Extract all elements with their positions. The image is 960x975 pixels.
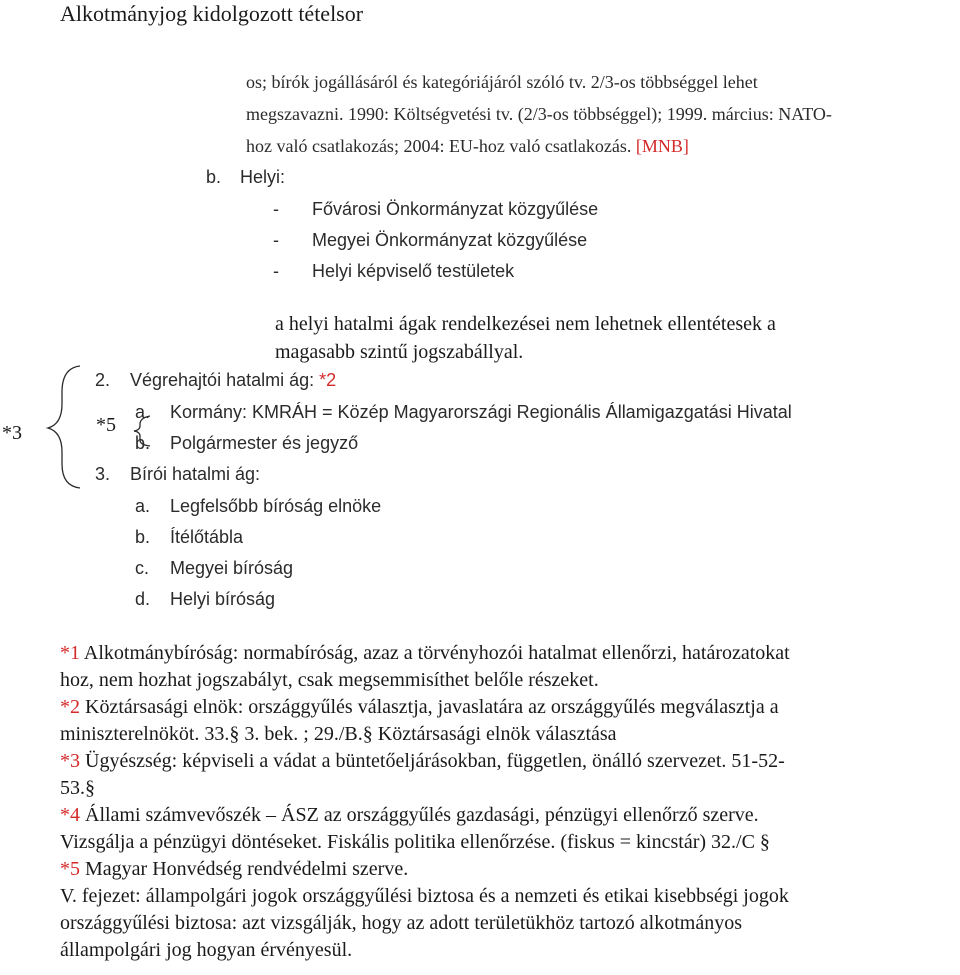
chapter-v-line-3: állampolgári jog hogyan érvényesül.	[60, 939, 353, 961]
footnote-4-line-1	[60, 802, 759, 828]
footnote-2-part-c: Köztársasági elnök választása	[372, 723, 617, 745]
vegrehajto-ref: *2	[319, 370, 337, 390]
list-dash: -	[273, 199, 279, 219]
footnote-3-line-1	[60, 748, 785, 774]
section-sign: §	[362, 723, 373, 745]
footnote-5-text: Magyar Honvédség rendvédelmi szerve.	[80, 858, 409, 880]
section-sign: §	[229, 723, 240, 745]
list-item: Helyi bíróság	[170, 589, 276, 609]
section-sign: §	[759, 831, 770, 853]
footnote-2-text: Köztársasági elnök: országgyűlés választja, javaslatára az országgyűlés megválasztja a	[80, 696, 779, 718]
footnote-1-line-2: hoz, nem hozhat jogszabályt, csak megsemmisíthet belőle részeket.	[60, 669, 599, 691]
continuation-line-2: megszavazni. 1990: Költségvetési tv. (2/3-os többséggel); 1999. március: NATO-	[246, 104, 832, 124]
outer-brace	[48, 366, 80, 488]
footnote-1-ref: *1	[60, 642, 80, 664]
list-item: Megyei bíróság	[170, 558, 294, 578]
footnote-3-text: Ügyészség: képviseli a vádat a büntetőeljárásokban, független, önálló szervezet. 51-52-	[80, 750, 785, 772]
list-item: Legfelsőbb bíróság elnöke	[170, 496, 382, 516]
footnote-2-line-2	[60, 721, 617, 747]
list-letter: a.	[135, 402, 151, 422]
note-line-1: a helyi hatalmi ágak rendelkezései nem lehetnek ellentétesek a	[275, 313, 776, 335]
footnote-2-part-b: 3. bek. ; 29./B.	[239, 723, 363, 745]
list-item: Helyi képviselő testületek	[312, 261, 515, 281]
list-letter: b.	[135, 433, 151, 453]
footnote-5-line-1	[60, 856, 408, 882]
page-title: Alkotmányjog kidolgozott tételsor	[60, 1, 364, 26]
footnote-3-ref: *3	[60, 750, 80, 772]
biroi-label: Bírói hatalmi ág:	[130, 464, 261, 484]
helyi-letter: b.	[206, 167, 222, 187]
footnote-4-text-2: Vizsgálja a pénzügyi döntéseket. Fiskális politika ellenőrzése. (fiskus = kincstár) 32./C	[60, 831, 755, 853]
continuation-line-1: os; bírók jogállásáról és kategóriájáról szóló tv. 2/3-os többséggel lehet	[246, 72, 758, 92]
vegrehajto-heading	[130, 370, 336, 391]
list-item: Megyei Önkormányzat közgyűlése	[312, 230, 588, 250]
footnote-2-ref: *2	[60, 696, 80, 718]
list-dash: -	[273, 230, 279, 250]
list-item: Ítélőtábla	[170, 527, 244, 547]
footnote-3-line-2	[60, 775, 95, 801]
list-item: Fővárosi Önkormányzat közgyűlése	[312, 199, 599, 219]
mnb-reference: [MNB]	[635, 136, 689, 156]
chapter-v-line-2: országgyűlési biztosa: azt vizsgálják, hogy az adott területükhöz tartozó alkotmányos	[60, 912, 743, 934]
helyi-label: Helyi:	[240, 167, 286, 187]
inner-bracket-ref: *5	[96, 414, 116, 436]
continuation-text: hoz való csatlakozás; 2004: EU-hoz való csatlakozás.	[246, 136, 636, 156]
list-letter: c.	[135, 558, 150, 578]
note-line-2: magasabb szintű jogszabállyal.	[275, 341, 524, 363]
footnote-4-ref: *4	[60, 804, 80, 826]
footnote-3-text-2: 53.	[60, 777, 85, 799]
footnote-1-line-1	[60, 640, 790, 666]
footnote-5-ref: *5	[60, 858, 80, 880]
list-letter: d.	[135, 589, 151, 609]
list-letter: b.	[135, 527, 151, 547]
footnote-4-line-2	[60, 829, 770, 855]
section-sign: §	[85, 777, 95, 799]
outer-bracket-ref: *3	[2, 422, 22, 444]
list-item: Kormány: KMRÁH = Közép Magyarországi Regionális Államigazgatási Hivatal	[170, 402, 792, 422]
list-item: Polgármester és jegyző	[170, 433, 359, 453]
vegrehajto-label: Végrehajtói hatalmi ág:	[130, 370, 320, 390]
list-dash: -	[273, 261, 279, 281]
footnote-4-text: Állami számvevőszék – ÁSZ az országgyűlés gazdasági, pénzügyi ellenőrző szerve.	[80, 804, 759, 826]
footnote-2-line-1	[60, 694, 779, 720]
chapter-v-line-1: V. fejezet: állampolgári jogok országgyűlési biztosa és a nemzeti és etikai kisebbségi jogok	[60, 885, 789, 907]
vegrehajto-num: 2.	[95, 370, 111, 390]
footnote-2-part-a: miniszterelnököt. 33.	[60, 723, 230, 745]
biroi-num: 3.	[95, 464, 111, 484]
footnote-1-text: Alkotmánybíróság: normabíróság, azaz a törvényhozói hatalmat ellenőrzi, határozatokat	[80, 642, 790, 664]
list-letter: a.	[135, 496, 151, 516]
